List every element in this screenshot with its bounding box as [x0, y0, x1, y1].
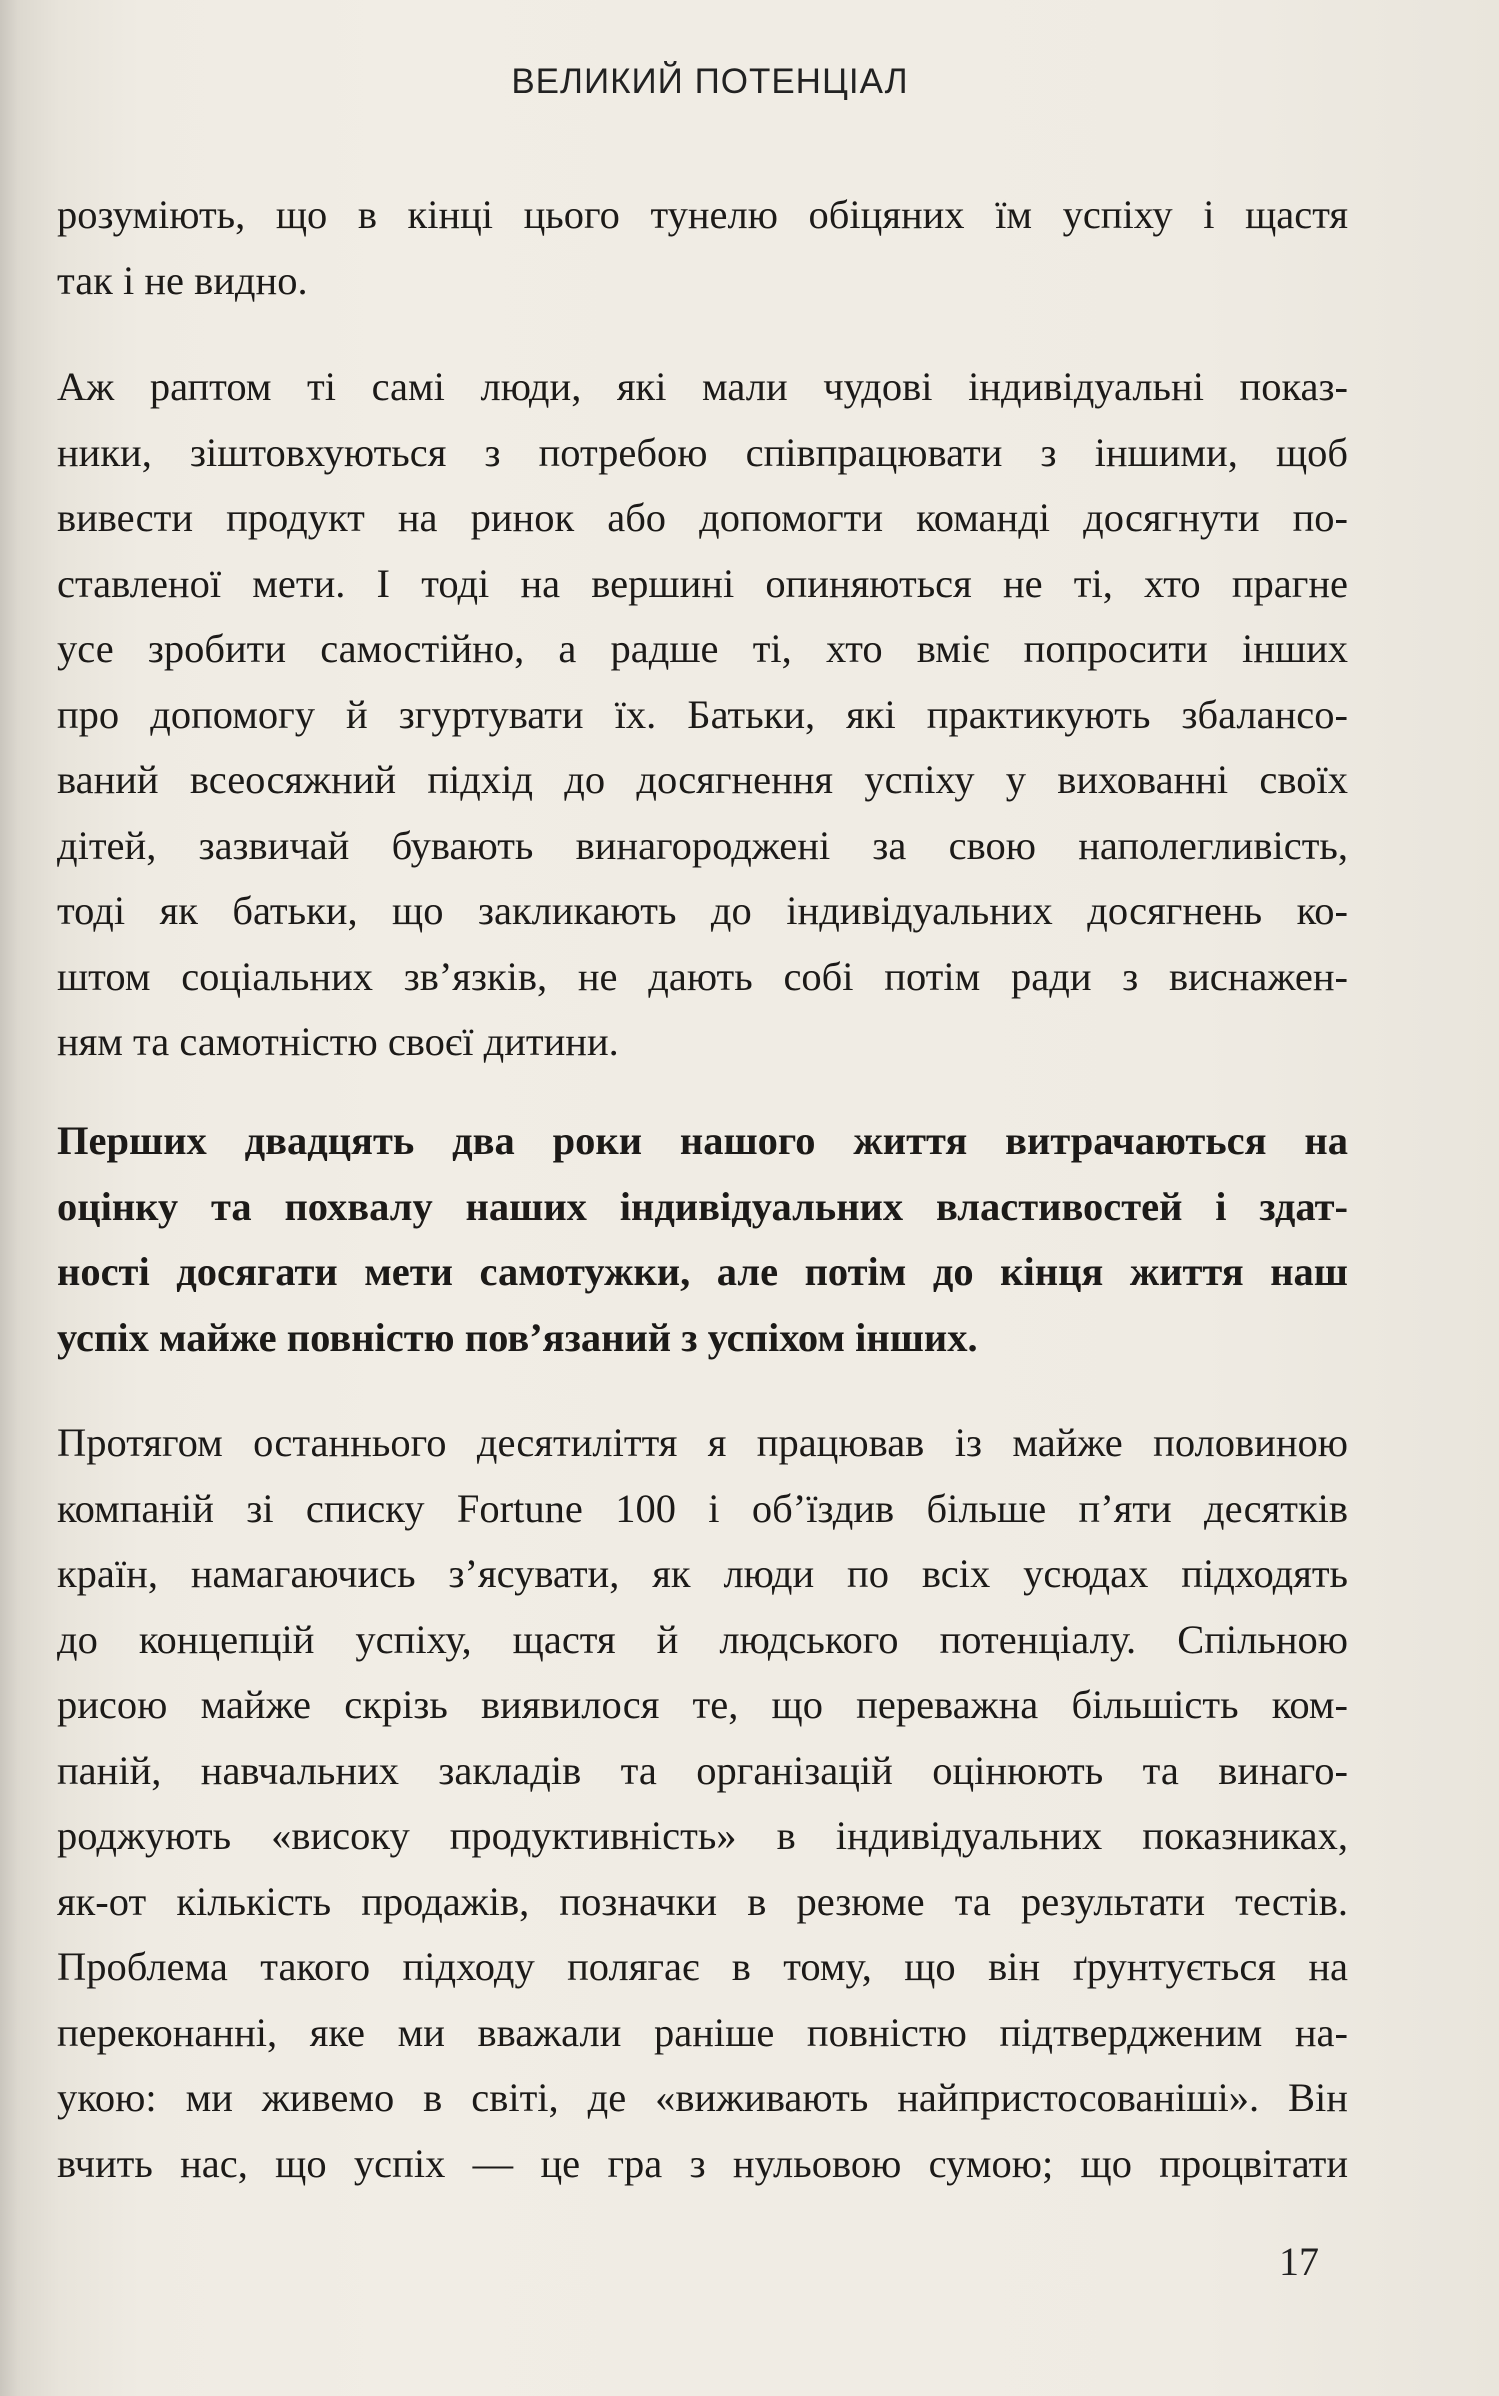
text-line: Протягом останнього десятиліття я працював із майже половиною	[57, 1420, 1348, 1465]
text-line: вивести продукт на ринок або допомогти команді досягнути по-	[57, 495, 1348, 540]
text-line: про допомогу й згуртувати їх. Батьки, які практикують збалансо-	[57, 691, 1348, 737]
text-line: ням та самотністю своєї дитини.	[57, 1019, 619, 1064]
text-line: Проблема такого підходу полягає в тому, що він ґрунтується на	[57, 1944, 1348, 1989]
text-line: вчить нас, що успіх — це гра з нульовою сумою; що процвітати	[57, 2140, 1348, 2186]
paragraph-2	[57, 354, 1348, 1075]
text-line: дітей, зазвичай бувають винагороджені за свою наполегливість,	[57, 822, 1348, 868]
text-line: роджують «високу продуктивність» в індивідуальних показниках,	[57, 1813, 1348, 1858]
running-head: ВЕЛИКИЙ ПОТЕНЦІАЛ	[511, 62, 909, 101]
paragraph-4	[57, 1410, 1348, 2196]
text-line: країн, намагаючись з’ясувати, як люди по всіх усюдах підходять	[57, 1551, 1348, 1596]
bold-highlight-paragraph	[57, 1108, 1348, 1370]
text-line: як-от кількість продажів, позначки в резюме та результати тестів.	[57, 1878, 1348, 1924]
text-line: переконанні, яке ми вважали раніше повністю підтвердженим на-	[57, 2009, 1348, 2055]
text-line: ставленої мети. І тоді на вершині опиняються не ті, хто прагне	[57, 560, 1348, 606]
text-line: розуміють, що в кінці цього тунелю обіцяних їм успіху і щастя	[57, 192, 1348, 237]
text-line: ники, зіштовхуються з потребою співпрацювати з іншими, щоб	[57, 429, 1348, 475]
text-line: укою: ми живемо в світі, де «виживають найпристосованіші». Він	[57, 2075, 1348, 2120]
text-line: так і не видно.	[57, 257, 308, 303]
text-line: рисою майже скрізь виявилося те, що переважна більшість ком-	[57, 1682, 1348, 1727]
text-line: оцінку та похвалу наших індивідуальних властивостей і здат-	[57, 1183, 1348, 1229]
text-line: компаній зі списку Fortune 100 і об’їздив більше п’яти десятків	[57, 1485, 1348, 1531]
text-line: ності досягати мети самотужки, але потім до кінця життя наш	[57, 1249, 1348, 1294]
paragraph-1	[57, 182, 1348, 313]
text-line: паній, навчальних закладів та організацій оцінюють та винаго-	[57, 1747, 1348, 1793]
text-line: Аж раптом ті самі люди, які мали чудові індивідуальні показ-	[57, 364, 1348, 409]
text-line: ваний всеосяжний підхід до досягнення успіху у вихованні своїх	[57, 757, 1348, 802]
page-number: 17	[1279, 2239, 1319, 2284]
text-line: тоді як батьки, що закликають до індивідуальних досягнень ко-	[57, 888, 1348, 933]
text-line: Перших двадцять два роки нашого життя витрачаються на	[57, 1118, 1348, 1163]
text-line: до концепцій успіху, щастя й людського потенціалу. Спільною	[57, 1616, 1348, 1662]
text-line: усе зробити самостійно, а радше ті, хто вміє попросити інших	[57, 626, 1348, 671]
text-line: штом соціальних зв’язків, не дають собі потім ради з виснажен-	[57, 953, 1348, 999]
text-line: успіх майже повністю пов’язаний з успіхом інших.	[57, 1314, 978, 1360]
